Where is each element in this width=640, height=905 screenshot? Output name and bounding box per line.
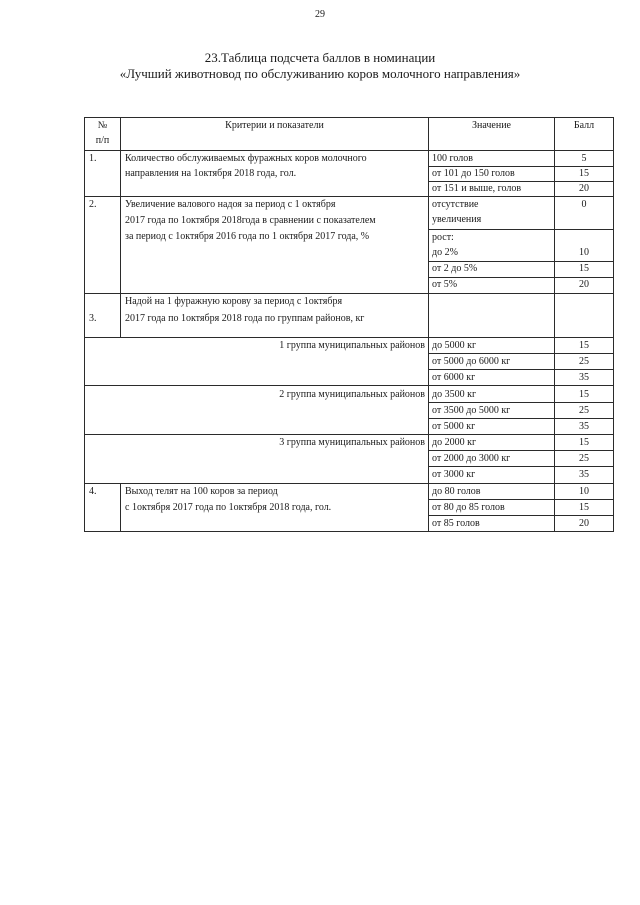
subrow-line — [428, 261, 614, 262]
row1-criteria-line1: Количество обслуживаемых фуражных коров молочного — [125, 153, 367, 164]
row2-value-3: от 2 до 5% — [432, 263, 478, 274]
group3-score-1: 15 — [579, 437, 589, 448]
row2-value-1a: отсутствие — [432, 199, 479, 210]
row-line — [84, 337, 614, 338]
group3-value-2: от 2000 до 3000 кг — [432, 453, 511, 464]
row3-criteria-line1: Надой на 1 фуражную корову за период с 1октября — [125, 296, 343, 307]
row4-score-1: 10 — [579, 486, 589, 497]
group2-score-2: 25 — [579, 405, 589, 416]
row4-value-1: до 80 голов — [432, 486, 481, 497]
page-number: 29 — [315, 9, 325, 20]
row2-value-4: от 5% — [432, 279, 458, 290]
header-num-line1: № — [97, 120, 108, 131]
row3-criteria-line2: 2017 года по 1октября 2018 года по группам районов, кг — [125, 313, 365, 324]
title-line-2: «Лучший животновод по обслуживанию коров молочного направления» — [119, 66, 521, 81]
row1-value-3: от 151 и выше, голов — [432, 183, 522, 194]
row2-value-2a: рост: — [432, 232, 454, 243]
header-num-line2: п/п — [95, 135, 110, 146]
group3-value-1: до 2000 кг — [432, 437, 477, 448]
subrow-line — [428, 353, 614, 354]
col-divider-num — [120, 483, 121, 531]
subrow-line — [428, 499, 614, 500]
subrow-line — [428, 277, 614, 278]
group2-value-2: от 3500 до 5000 кг — [432, 405, 511, 416]
row3-num: 3. — [89, 313, 97, 324]
row1-num: 1. — [89, 153, 97, 164]
row-line — [84, 531, 614, 532]
group3-score-3: 35 — [579, 469, 589, 480]
subrow-line — [428, 181, 614, 182]
group1-value-2: от 5000 до 6000 кг — [432, 356, 511, 367]
row-line — [84, 385, 614, 386]
row2-score-1: 0 — [581, 199, 587, 210]
col-divider-value — [428, 117, 429, 531]
row-line — [84, 483, 614, 484]
group2-label: 2 группа муниципальных районов — [279, 389, 425, 400]
group2-value-3: от 5000 кг — [432, 421, 476, 432]
row2-score-4: 20 — [579, 279, 589, 290]
row2-score-3: 15 — [579, 263, 589, 274]
group3-score-2: 25 — [579, 453, 589, 464]
subrow-line — [428, 402, 614, 403]
row4-value-2: от 80 до 85 голов — [432, 502, 505, 513]
row-line — [84, 434, 614, 435]
row1-value-1: 100 голов — [432, 153, 473, 164]
row4-score-2: 15 — [579, 502, 589, 513]
row1-score-2: 15 — [579, 168, 589, 179]
subrow-line — [428, 515, 614, 516]
table-border-right — [613, 117, 614, 531]
title-line-1: 23.Таблица подсчета баллов в номинации — [204, 50, 436, 65]
row2-num: 2. — [89, 199, 97, 210]
row2-value-2b: до 2% — [432, 247, 458, 258]
row2-value-1b: увеличения — [432, 214, 482, 225]
row2-score-2: 10 — [579, 247, 589, 258]
group1-value-1: до 5000 кг — [432, 340, 477, 351]
row1-value-2: от 101 до 150 голов — [432, 168, 515, 179]
header-score: Балл — [573, 120, 595, 131]
group1-score-2: 25 — [579, 356, 589, 367]
group2-score-1: 15 — [579, 389, 589, 400]
group1-value-3: от 6000 кг — [432, 372, 476, 383]
row-line — [84, 117, 614, 118]
group2-score-3: 35 — [579, 421, 589, 432]
row4-num: 4. — [89, 486, 97, 497]
page-title — [0, 50, 640, 82]
row1-score-3: 20 — [579, 183, 589, 194]
group2-value-1: до 3500 кг — [432, 389, 477, 400]
group1-score-3: 35 — [579, 372, 589, 383]
group3-label: 3 группа муниципальных районов — [279, 437, 425, 448]
row2-criteria-line3: за период с 1октября 2016 года по 1 октября 2017 года, % — [125, 231, 370, 242]
subrow-line — [428, 369, 614, 370]
table-border-left — [84, 117, 85, 531]
group1-label: 1 группа муниципальных районов — [279, 340, 425, 351]
row4-criteria-line1: Выход телят на 100 коров за период — [125, 486, 278, 497]
row-line — [84, 196, 614, 197]
header-criteria: Критерии и показатели — [225, 120, 324, 131]
row4-value-3: от 85 голов — [432, 518, 480, 529]
row-line — [84, 150, 614, 151]
row1-criteria-line2: направления на 1октября 2018 года, гол. — [125, 168, 297, 179]
subrow-line — [428, 466, 614, 467]
subrow-line — [428, 450, 614, 451]
subrow-line — [428, 166, 614, 167]
group1-score-1: 15 — [579, 340, 589, 351]
row2-criteria-line2: 2017 года по 1октября 2018года в сравнении с показателем — [125, 215, 376, 226]
row1-score-1: 5 — [581, 153, 587, 164]
row-line — [84, 293, 614, 294]
header-value: Значение — [471, 120, 511, 131]
group3-value-3: от 3000 кг — [432, 469, 476, 480]
row4-score-3: 20 — [579, 518, 589, 529]
row2-criteria-line1: Увеличение валового надоя за период с 1 октября — [125, 199, 336, 210]
row4-criteria-line2: с 1октября 2017 года по 1октября 2018 года, гол. — [125, 502, 332, 513]
subrow-line — [428, 418, 614, 419]
subrow-line — [428, 229, 614, 230]
